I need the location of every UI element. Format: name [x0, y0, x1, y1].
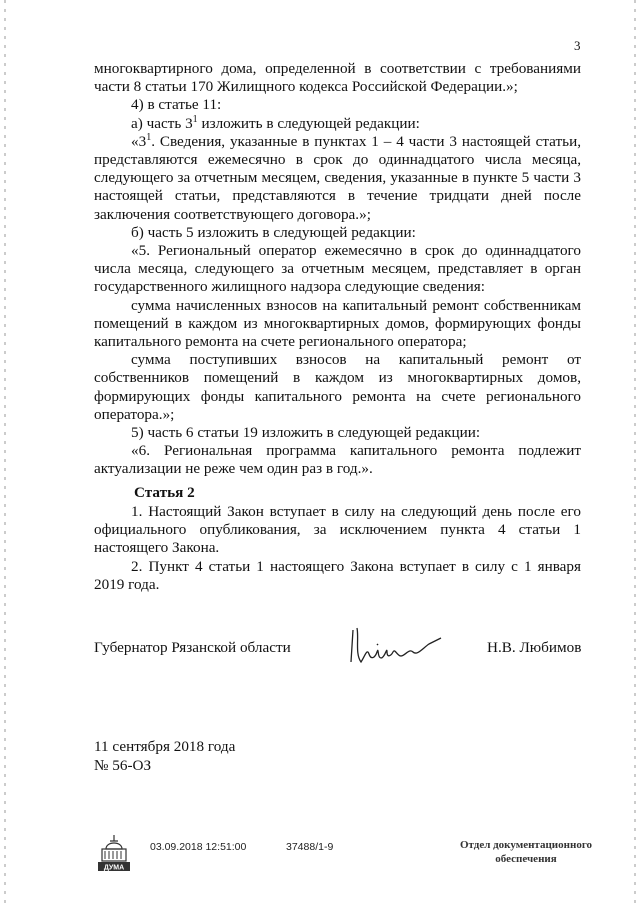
signatory-title: Губернатор Рязанской области [94, 639, 291, 656]
signatory-name: Н.В. Любимов [487, 639, 582, 656]
scan-edge-left [4, 0, 6, 905]
paragraph: 5) часть 6 статьи 19 изложить в следующей редакции: [131, 424, 481, 442]
department-stamp: Отдел документационного обеспечения [459, 839, 593, 865]
paragraph: сумма поступивших взносов на капитальный ремонт от собственников помещений в каждом из многоквартирных домов, формирующих фонды капитального ремонта на счете регионального оператора.»; [94, 351, 581, 423]
paragraph: б) часть 5 изложить в следующей редакции: [131, 223, 416, 241]
handwritten-signature [347, 618, 447, 668]
law-number: № 56-ОЗ [94, 757, 152, 774]
footer-registration-number: 37488/1-9 [286, 841, 334, 853]
svg-text:ДУМА: ДУМА [103, 864, 125, 872]
paragraph: «5. Региональный оператор ежемесячно в срок до одиннадцатого числа месяца, следующего за отчетным месяцем, представляет в орган государственного жилищного надзора следующие сведения: [94, 242, 581, 296]
paragraph: 4) в статье 11: [131, 96, 222, 114]
article-heading: Статья 2 [134, 484, 195, 501]
paragraph: «6. Региональная программа капитального ремонта подлежит актуализации не реже чем один раз в год.». [94, 442, 581, 478]
footer-timestamp: 03.09.2018 12:51:00 [150, 841, 247, 853]
paragraph: части 8 статьи 170 Жилищного кодекса Российской Федерации.»; [94, 78, 518, 96]
scan-edge-right [634, 0, 636, 905]
paragraph: 1. Настоящий Закон вступает в силу на следующий день после его официального опубликования, за исключением пункта 4 статьи 1 настоящего Закона. [94, 503, 581, 557]
paragraph: а) часть $3^1$ изложить в следующей редакции: [131, 113, 420, 132]
main-text [94, 60, 581, 479]
paragraph: 2. Пункт 4 статьи 1 настоящего Закона вступает в силу с 1 января 2019 года. [94, 557, 581, 593]
date-block [94, 737, 235, 775]
adoption-date: 11 сентября 2018 года [94, 738, 236, 755]
paragraph: «$3^1$. Сведения, указанные в пунктах 1 – 4 части 3 настоящей статьи, представляются ежемесячно в срок до одиннадцатого числа месяца, следующего за отчетным месяцем, сведения, указанные в пункте 5 части 3 настоящей статьи, представляются в течение тридцати дней после заключения соответствующего договора.»; [94, 131, 581, 223]
page-number: 3 [574, 38, 581, 53]
paragraph: многоквартирного дома, определенной в соответствии с требованиями [94, 60, 581, 77]
paragraph: сумма начисленных взносов на капитальный ремонт собственникам помещений в каждом из многоквартирных домов, формирующих фонды капитального ремонта на счете регионального оператора; [94, 296, 581, 351]
article-text [94, 503, 581, 594]
duma-logo [96, 833, 132, 873]
